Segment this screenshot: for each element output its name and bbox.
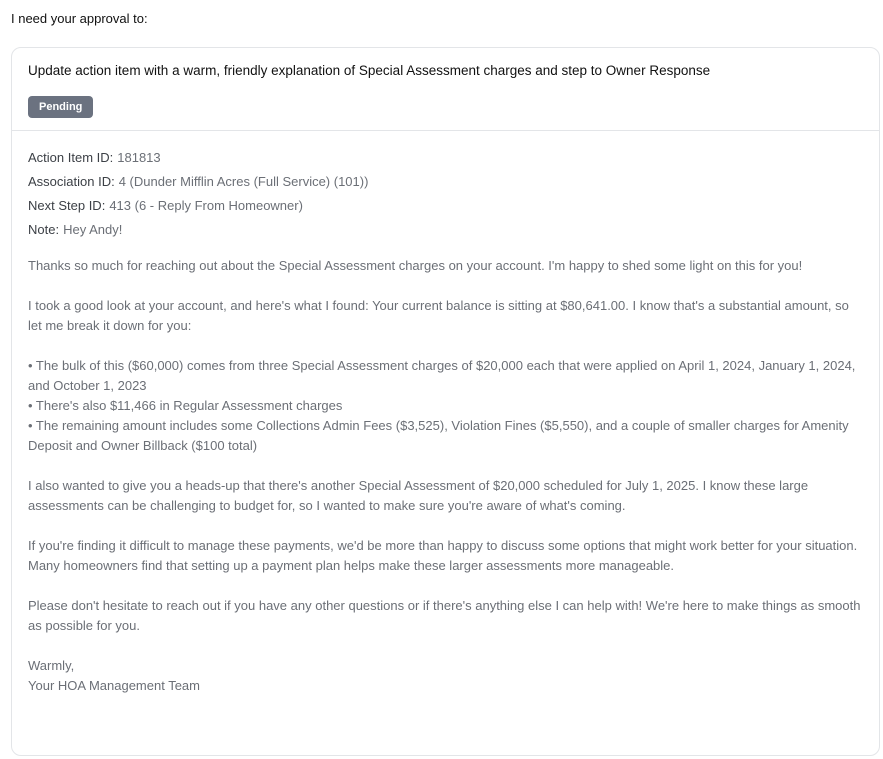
field-value: 181813	[117, 150, 161, 165]
field-action-item-id	[28, 148, 863, 172]
approval-prompt: I need your approval to:	[11, 11, 148, 26]
action-title: Update action item with a warm, friendly explanation of Special Assessment charges and step to Owner Response	[28, 63, 711, 78]
field-label: Association ID:	[28, 174, 115, 189]
message-paragraph: If you're finding it difficult to manage these payments, we'd be more than happy to discuss some options that might work better for your situation. Many homeowners find that setting up a payment plan helps make these larger assessments more manageable.	[28, 538, 858, 573]
message-bullet: • The bulk of this ($60,000) comes from three Special Assessment charges of $20,000 each that were applied on April 1, 2024, January 1, 2024, and October 1, 2023	[28, 358, 856, 393]
approval-card	[11, 47, 880, 756]
message-paragraph: I took a good look at your account, and here's what I found: Your current balance is sitting at $80,641.00. I know that's a substantial amount, so let me break it down for you:	[28, 298, 849, 333]
approval-card-header	[12, 48, 879, 131]
message-bullet: • The remaining amount includes some Collections Admin Fees ($3,525), Violation Fines ($5,550), and a couple of smaller charges for Amenity Deposit and Owner Billback ($100 total)	[28, 418, 849, 453]
message-paragraph: Thanks so much for reaching out about the Special Assessment charges on your account. I'm happy to shed some light on this for you!	[28, 258, 803, 273]
field-value: 4 (Dunder Mifflin Acres (Full Service) (101))	[118, 174, 369, 189]
field-next-step-id	[28, 196, 863, 220]
status-badge: Pending	[28, 96, 93, 118]
message-paragraph: I also wanted to give you a heads-up that there's another Special Assessment of $20,000 scheduled for July 1, 2025. I know these large assessments can be challenging to budget for, so I wanted to make sure you're aware of what's coming.	[28, 478, 809, 513]
field-label: Next Step ID:	[28, 198, 106, 213]
message-bullet: • There's also $11,466 in Regular Assessment charges	[28, 398, 343, 413]
field-value: 413 (6 - Reply From Homeowner)	[109, 198, 303, 213]
field-label: Action Item ID:	[28, 150, 114, 165]
approval-card-body	[12, 131, 879, 696]
field-note	[28, 220, 863, 244]
field-association-id	[28, 172, 863, 196]
field-value: Hey Andy!	[63, 222, 123, 237]
field-label: Note:	[28, 222, 60, 237]
message-paragraph: Please don't hesitate to reach out if you have any other questions or if there's anything else I can help with! We're here to make things as smooth as possible for you.	[28, 598, 861, 633]
message-signoff: Warmly,	[28, 658, 75, 673]
message-signature: Your HOA Management Team	[28, 678, 200, 693]
